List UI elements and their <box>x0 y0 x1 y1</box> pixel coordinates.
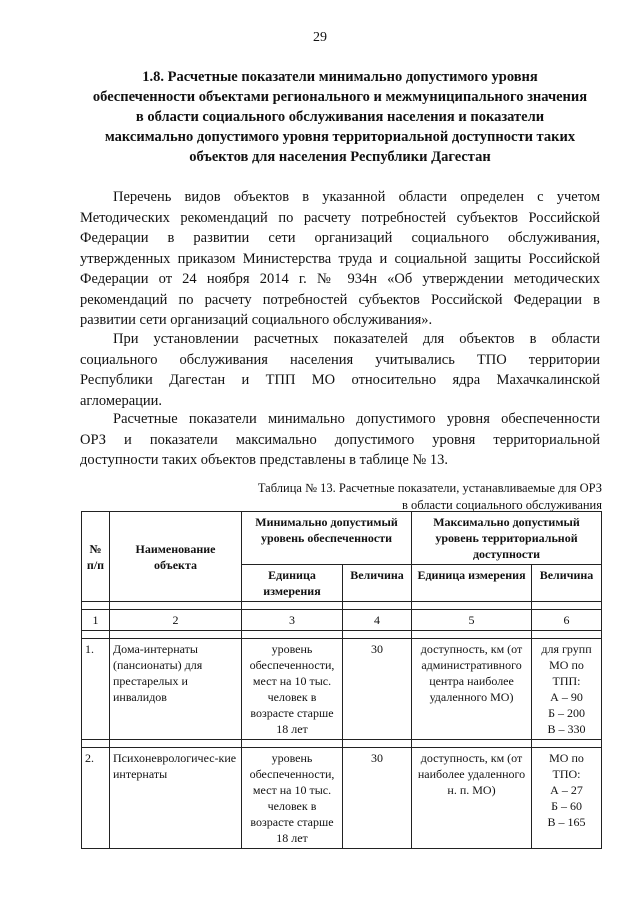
text-line: Методических рекомендаций по расчету потребностей субъектов Российской <box>80 209 600 226</box>
value-line: для групп МО по ТПП: <box>541 642 592 688</box>
row-value: 30 <box>343 639 412 740</box>
text-line: Расчетные показатели минимально допустимого уровня обеспеченности <box>113 411 600 427</box>
heading-line: максимально допустимого уровня территориальной доступности таких <box>104 129 576 145</box>
column-number: 2 <box>110 610 242 631</box>
row-unit: уровень обеспеченности, мест на 10 тыс. человек в возрасте старше 18 лет <box>242 639 343 740</box>
text-line: социального обслуживания населения учитывались ТПО территории <box>80 351 600 368</box>
header-max-group: Максимально допустимый уровень территориальной доступности <box>412 512 602 565</box>
text-line: Федерации от 24 ноября 2014 г. № 934н «Об утверждении методических <box>80 271 600 287</box>
column-number: 3 <box>242 610 343 631</box>
indicators-table <box>81 511 602 849</box>
column-number: 4 <box>343 610 412 631</box>
table-row <box>82 748 602 849</box>
heading-line: обеспеченности объектами регионального и межмуниципального значения <box>92 89 588 105</box>
row-num: 1. <box>82 639 110 740</box>
value-line: Б – 60 <box>551 799 582 813</box>
table-caption <box>258 480 602 514</box>
text-line: ОРЗ и показатели максимально допустимого уровня территориальной <box>80 431 600 448</box>
row-name: Дома-интернаты (пансионаты) для престарелых и инвалидов <box>110 639 242 740</box>
heading-line: 1.8. Расчетные показатели минимально допустимого уровня <box>142 69 538 85</box>
text-line: При установлении расчетных показателей для объектов в области <box>113 331 600 347</box>
text-line: доступности таких объектов представлены в таблице № 13. <box>80 452 448 468</box>
row-value: 30 <box>343 748 412 849</box>
header-value: Величина <box>343 565 412 602</box>
row-unit2: доступность, км (от наиболее удаленного н. п. МО) <box>412 748 532 849</box>
value-line: Б – 200 <box>548 706 585 720</box>
text-line: развитии сети организаций социального обслуживания». <box>80 312 433 328</box>
text-line: Перечень видов объектов в указанной области определен с учетом <box>113 189 600 205</box>
page-number: 29 <box>313 30 327 45</box>
table-row <box>82 639 602 740</box>
heading-line: объектов для населения Республики Дагестан <box>189 149 491 165</box>
value-line: МО по ТПО: <box>549 751 584 781</box>
value-line: В – 165 <box>547 815 586 829</box>
row-value2 <box>532 748 602 849</box>
header-unit: Единица измерения <box>242 565 343 602</box>
text-line: Республики Дагестан и ТПП МО относительно ядра Махачкалинской <box>80 372 600 388</box>
column-number: 1 <box>82 610 110 631</box>
header-num: № п/п <box>82 512 110 602</box>
header-unit2: Единица измерения <box>412 565 532 602</box>
paragraph-1 <box>80 187 600 331</box>
caption-line: в области социального обслуживания <box>401 498 602 512</box>
column-number: 6 <box>532 610 602 631</box>
header-value2: Величина <box>532 565 602 602</box>
text-line: агломерации. <box>80 392 163 409</box>
header-name: Наименование объекта <box>110 512 242 602</box>
value-line: А – 90 <box>550 690 583 704</box>
column-numbers-row <box>82 610 602 631</box>
paragraph-2 <box>80 329 600 411</box>
table-header-row <box>82 512 602 565</box>
row-name: Психоневрологичес-кие интернаты <box>110 748 242 849</box>
column-number: 5 <box>412 610 532 631</box>
value-line: В – 330 <box>547 722 586 736</box>
header-min-group: Минимально допустимый уровень обеспеченности <box>242 512 412 565</box>
value-line: А – 27 <box>550 783 583 797</box>
row-value2 <box>532 639 602 740</box>
caption-line: Таблица № 13. Расчетные показатели, устанавливаемые для ОРЗ <box>257 481 602 495</box>
row-num: 2. <box>82 748 110 849</box>
text-line: утвержденных приказом Министерства труда и социальной защиты Российской <box>80 250 600 267</box>
row-unit2: доступность, км (от административного центра наиболее удаленного МО) <box>412 639 532 740</box>
section-heading <box>80 67 600 167</box>
row-unit: уровень обеспеченности, мест на 10 тыс. человек в возрасте старше 18 лет <box>242 748 343 849</box>
text-line: Федерации в развитии сети организаций социального обслуживания, <box>80 230 600 246</box>
heading-line: в области социального обслуживания населения и показатели <box>135 109 545 125</box>
paragraph-3 <box>80 409 600 471</box>
text-line: рекомендаций по расчету потребностей субъектов Российской Федерации в <box>80 291 600 308</box>
